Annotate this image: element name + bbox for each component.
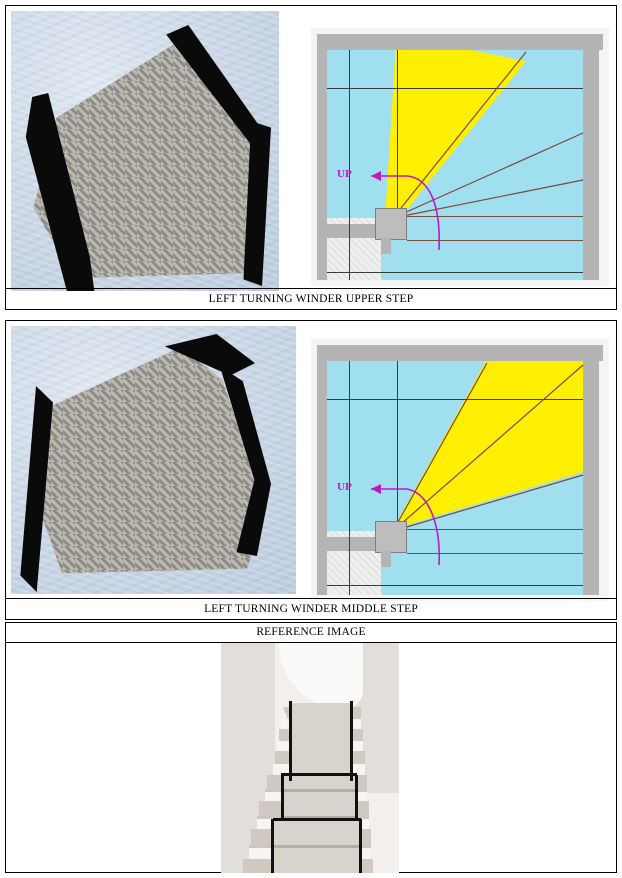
panel-middle-step bbox=[5, 320, 617, 620]
step-shadow-2 bbox=[257, 816, 369, 819]
up-label-middle: UP bbox=[337, 481, 352, 493]
caption-middle-step: LEFT TURNING WINDER MIDDLE STEP bbox=[204, 603, 418, 615]
reference-stairs-photo bbox=[221, 643, 399, 873]
caption-divider-upper bbox=[6, 288, 616, 289]
carpet-photo-middle bbox=[11, 326, 296, 594]
runner-binding-right-upper bbox=[350, 701, 353, 781]
plan-diagram-upper bbox=[311, 28, 609, 286]
runner-binding-left-mid bbox=[281, 775, 284, 821]
step-shadow-1 bbox=[265, 789, 367, 792]
runner-upper bbox=[291, 703, 351, 781]
up-label-upper: UP bbox=[337, 168, 352, 180]
direction-arrow-icon bbox=[311, 28, 609, 286]
runner-binding-right-mid bbox=[355, 775, 358, 821]
caption-divider-middle bbox=[6, 598, 616, 599]
panel-upper-step bbox=[5, 5, 617, 310]
runner-mid bbox=[283, 775, 357, 819]
direction-arrow-icon bbox=[311, 339, 609, 601]
caption-reference: REFERENCE IMAGE bbox=[256, 626, 366, 638]
runner-binding-left-upper bbox=[289, 701, 292, 781]
panel-reference bbox=[5, 622, 617, 873]
caption-upper-step: LEFT TURNING WINDER UPPER STEP bbox=[208, 293, 414, 305]
step-shadow-3 bbox=[249, 845, 371, 848]
carpet-photo-upper bbox=[11, 11, 279, 291]
plan-diagram-middle bbox=[311, 339, 609, 601]
runner-binding-step-1 bbox=[281, 773, 357, 776]
